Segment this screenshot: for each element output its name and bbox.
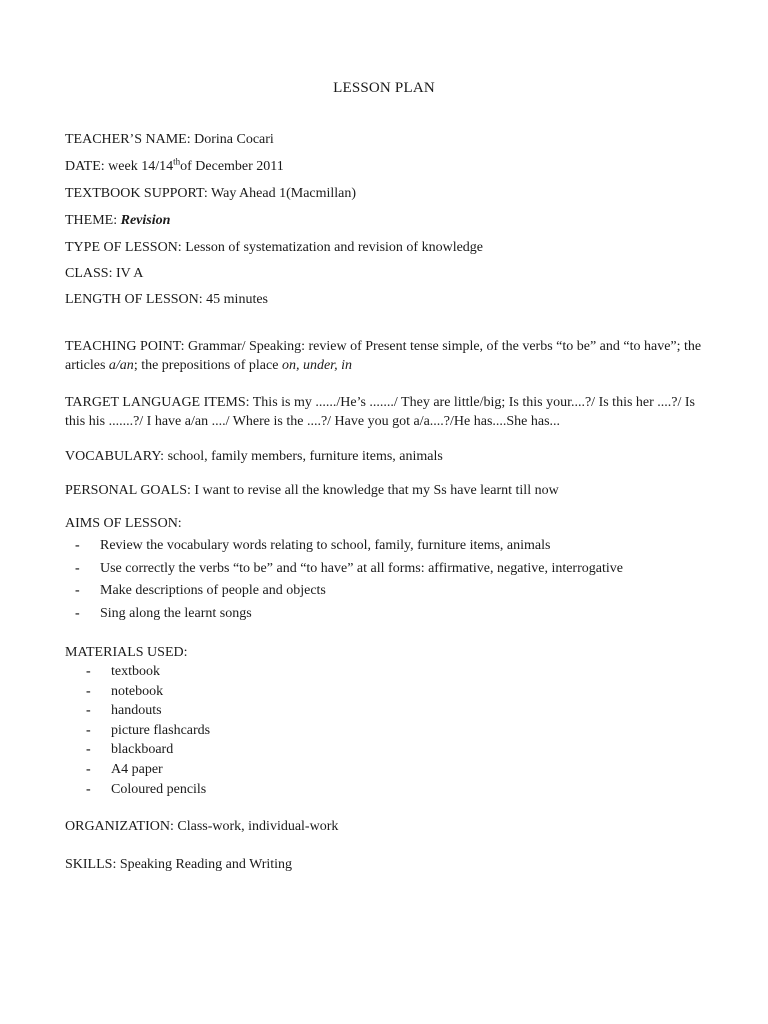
date-ordinal-suffix: th [173, 156, 181, 167]
date-line [65, 158, 284, 176]
bullet-dash: - [86, 781, 91, 797]
page-title: LESSON PLAN [333, 80, 435, 96]
target-language-value: This is my ....../He’s ......./ They are little/big; Is this your....?/ Is this her ....?/ Is this his .......?/ I have a/an ..../ Where is the ....?/ Have you got a/a....?/He has....She has... [65, 395, 696, 429]
class-value: IV A [115, 266, 144, 281]
list-item [65, 781, 465, 801]
materials-list [65, 663, 465, 800]
class-label: CLASS: [65, 266, 113, 281]
bullet-dash: - [86, 761, 91, 777]
length-label: LENGTH OF LESSON: [65, 292, 203, 307]
material-text: textbook [111, 664, 160, 679]
list-item [65, 722, 465, 742]
teaching-point-prepositions: on, under, in [281, 358, 352, 373]
personal-goals-value: I want to revise all the knowledge that my Ss have learnt till now [194, 483, 559, 498]
list-item [65, 560, 725, 583]
theme-label: THEME: [65, 213, 118, 228]
aim-text: Sing along the learnt songs [100, 605, 252, 621]
list-item [65, 537, 725, 560]
teacher-name-value: Dorina Cocari [194, 132, 274, 147]
organization-line [65, 818, 338, 836]
list-item [65, 761, 465, 781]
bullet-dash: - [75, 583, 80, 598]
vocabulary-line [65, 448, 443, 466]
theme-line [65, 212, 170, 230]
date-value-prefix: week 14/14 [108, 159, 174, 174]
length-value: 45 minutes [206, 292, 269, 307]
organization-label: ORGANIZATION: [65, 819, 174, 834]
personal-goals-label: PERSONAL GOALS: [65, 483, 191, 498]
teacher-name-line [65, 131, 274, 149]
skills-label: SKILLS: [65, 857, 117, 872]
teaching-point-label: TEACHING POINT: [65, 339, 185, 354]
material-text: A4 paper [111, 761, 163, 777]
target-language-paragraph [65, 393, 715, 431]
bullet-dash: - [86, 664, 91, 679]
aim-text: Make descriptions of people and objects [100, 583, 326, 598]
material-text: handouts [111, 703, 162, 719]
list-item [65, 702, 465, 722]
theme-value: Revision [120, 213, 171, 228]
lesson-type-value: Lesson of systematization and revision of knowledge [185, 240, 484, 255]
teaching-point-paragraph [65, 337, 715, 375]
date-label: DATE: [65, 159, 105, 174]
material-text: notebook [111, 683, 164, 699]
aim-text: Review the vocabulary words relating to school, family, furniture items, animals [100, 538, 551, 553]
class-line [65, 265, 143, 283]
bullet-dash: - [86, 703, 91, 719]
teaching-point-articles: a/an [108, 358, 134, 373]
skills-value: Speaking Reading and Writing [119, 857, 293, 872]
bullet-dash: - [86, 742, 91, 758]
aims-heading: AIMS OF LESSON: [65, 516, 182, 531]
bullet-dash: - [86, 722, 91, 738]
lesson-type-label: TYPE OF LESSON: [65, 240, 182, 255]
textbook-line [65, 185, 356, 203]
list-item [65, 741, 465, 761]
material-text: blackboard [111, 742, 174, 758]
target-language-label: TARGET LANGUAGE ITEMS: [65, 395, 250, 410]
bullet-dash: - [75, 560, 80, 576]
skills-line [65, 856, 292, 874]
bullet-dash: - [75, 605, 80, 621]
teaching-point-text: Grammar/ Speaking: review of Present tense simple, of the verbs “to be” and “to have”; the articles [65, 339, 702, 373]
personal-goals-line [65, 482, 559, 500]
materials-heading: MATERIALS USED: [65, 645, 188, 660]
material-text: Coloured pencils [111, 781, 207, 797]
lesson-type-line [65, 239, 483, 257]
organization-value: Class-work, individual-work [177, 819, 339, 834]
list-item [65, 683, 465, 703]
bullet-dash: - [75, 538, 80, 553]
length-line [65, 291, 268, 309]
material-text: picture flashcards [111, 722, 211, 738]
vocabulary-value: school, family members, furniture items, animals [167, 449, 443, 464]
list-item [65, 663, 465, 683]
textbook-label: TEXTBOOK SUPPORT: [65, 186, 208, 201]
teacher-name-label: TEACHER’S NAME: [65, 132, 191, 147]
aims-list [65, 537, 725, 627]
bullet-dash: - [86, 683, 91, 699]
list-item [65, 582, 725, 605]
teaching-point-text-2: ; the prepositions of place [133, 358, 279, 373]
list-item [65, 605, 725, 628]
vocabulary-label: VOCABULARY: [65, 449, 165, 464]
aim-text: Use correctly the verbs “to be” and “to have” at all forms: affirmative, negative, interrogative [100, 560, 623, 576]
date-value-suffix: of December 2011 [180, 159, 284, 174]
textbook-value: Way Ahead 1(Macmillan) [211, 186, 357, 201]
